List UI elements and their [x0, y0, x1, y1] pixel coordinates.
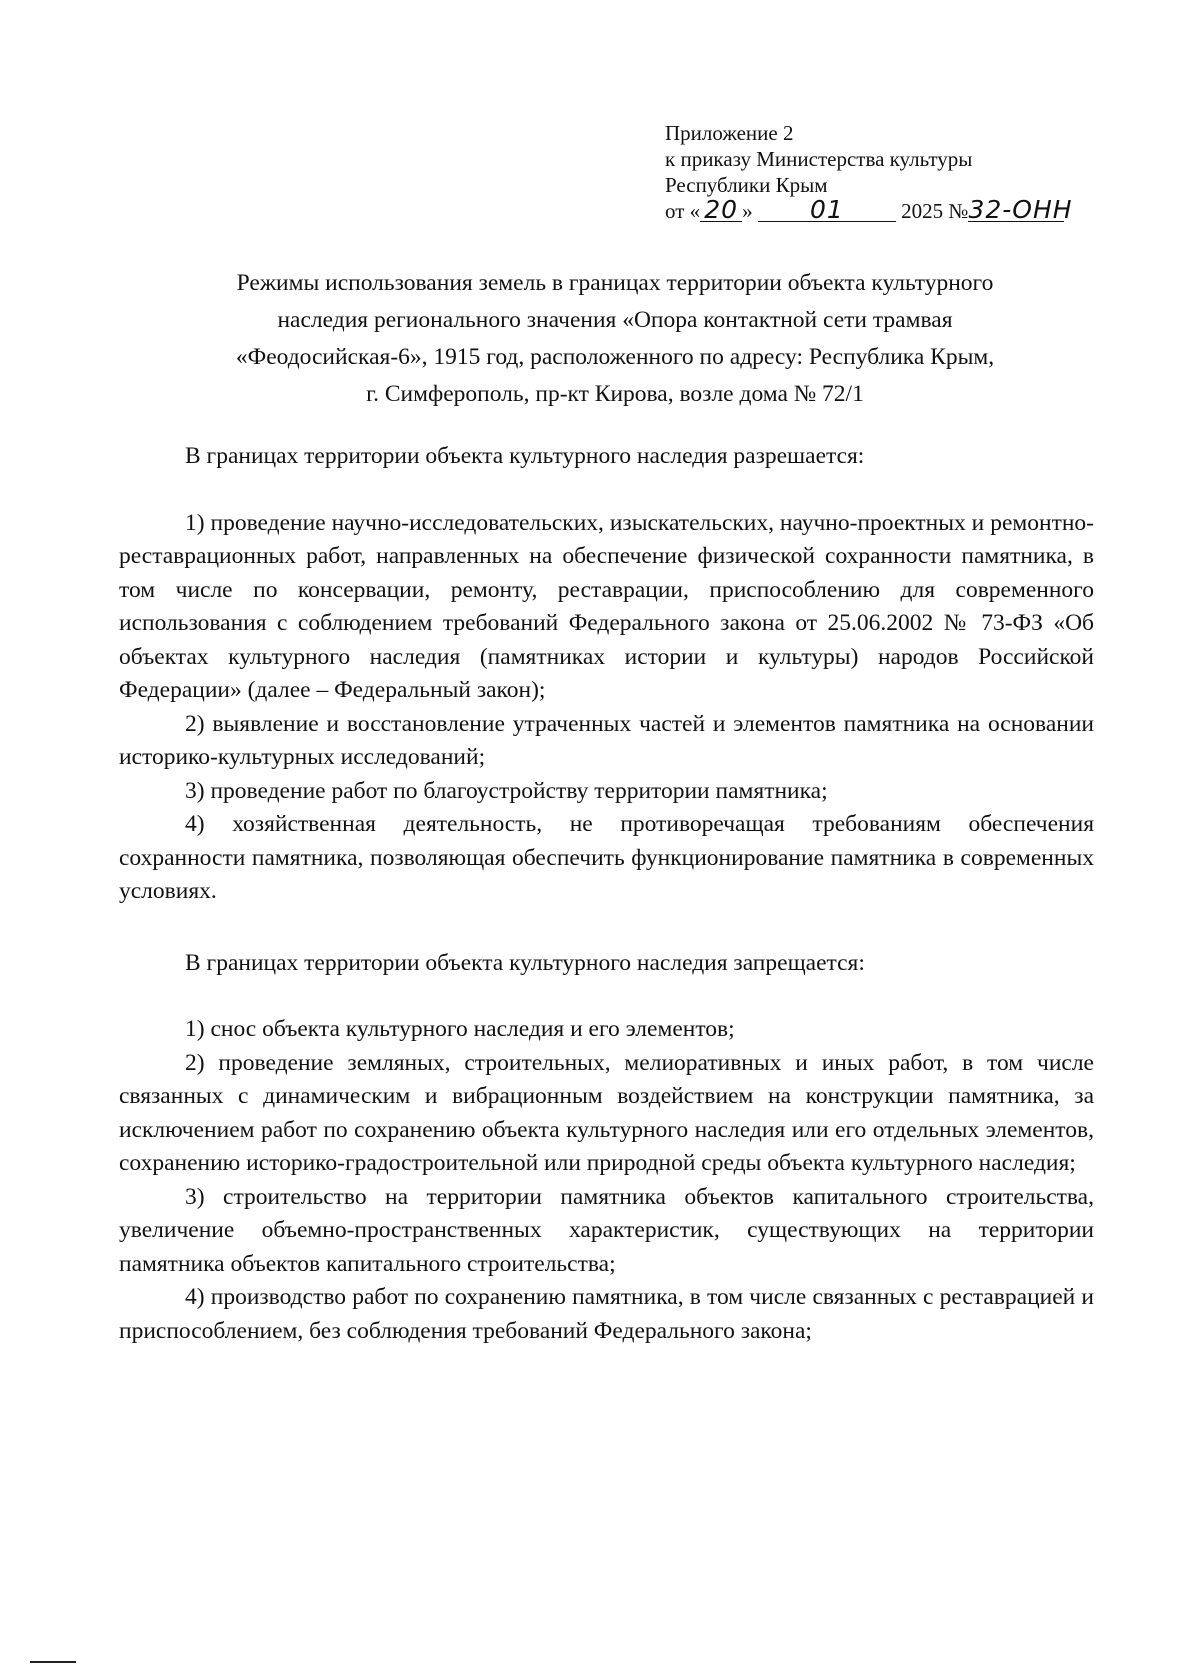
title-line: Режимы использования земель в границах территории объекта культурного: [236, 270, 994, 296]
appendix-block: [665, 120, 1105, 224]
order-day: 20: [700, 199, 742, 222]
title-line: наследия регионального значения «Опора контактной сети трамвая: [277, 307, 953, 333]
order-year: 2025 №: [901, 199, 969, 223]
title-line: «Феодосийская-6», 1915 год, расположенного по адресу: Республика Крым,: [235, 344, 995, 370]
title-line: г. Симферополь, пр-кт Кирова, возле дома № 72/1: [366, 381, 864, 407]
document-body: [119, 440, 1094, 1348]
appendix-line-3: Республики Крым: [665, 173, 828, 197]
prohibited-item: 4) производство работ по сохранению памятника, в том числе связанных с реставрацией и приспособлением, без соблюдения требований Федерального закона;: [119, 1284, 1094, 1344]
order-date-line: [665, 195, 1105, 224]
prohibited-item: 3) строительство на территории памятника объектов капитального строительства, увеличение объемно-пространственных характеристик, существующих на территории памятника объектов капитального строительства;: [119, 1183, 1094, 1277]
page-footer-mark: [30, 1661, 76, 1663]
prohibited-item: 2) проведение земляных, строительных, мелиоративных и иных работ, в том числе связанных с динамическим и вибрационным воздействием на конструкции памятника, за исключением работ по сохранению объекта культурного наследия или его отдельных элементов, сохранению историко-градостроительной или природной среды объекта культурного наследия;: [119, 1049, 1094, 1176]
document-title: [150, 265, 1080, 413]
appendix-line-2: к приказу Министерства культуры: [665, 147, 973, 171]
allowed-heading: В границах территории объекта культурного наследия разрешается:: [185, 443, 865, 469]
order-number: 32-ОНН: [968, 195, 1073, 224]
date-mid: »: [742, 199, 753, 223]
allowed-item: 4) хозяйственная деятельность, не противоречащая требованиям обеспечения сохранности памятника, позволяющая обеспечить функционирование памятника в современных условиях.: [119, 811, 1094, 904]
appendix-line-1: Приложение 2: [665, 121, 794, 145]
prohibited-item: 1) снос объекта культурного наследия и его элементов;: [185, 1016, 735, 1042]
date-prefix: от «: [665, 199, 701, 223]
allowed-item: 2) выявление и восстановление утраченных частей и элементов памятника на основании историко-культурных исследований;: [119, 710, 1094, 770]
order-month: 01: [758, 199, 896, 222]
allowed-item: 3) проведение работ по благоустройству территории памятника;: [185, 777, 828, 804]
allowed-item: 1) проведение научно-исследовательских, изыскательских, научно-проектных и ремонтно-реставрационных работ, направленных на обеспечение физической сохранности памятника, в том числе по консервации, ремонту, реставрации, приспособлению для современного использования с соблюдением требований Федерального закона от 25.06.2002 № 73-ФЗ «Об объектах культурного наследия (памятниках истории и культуры) народов Российской Федерации» (далее – Федеральный закон);: [119, 509, 1094, 703]
prohibited-heading: В границах территории объекта культурного наследия запрещается:: [185, 949, 865, 976]
